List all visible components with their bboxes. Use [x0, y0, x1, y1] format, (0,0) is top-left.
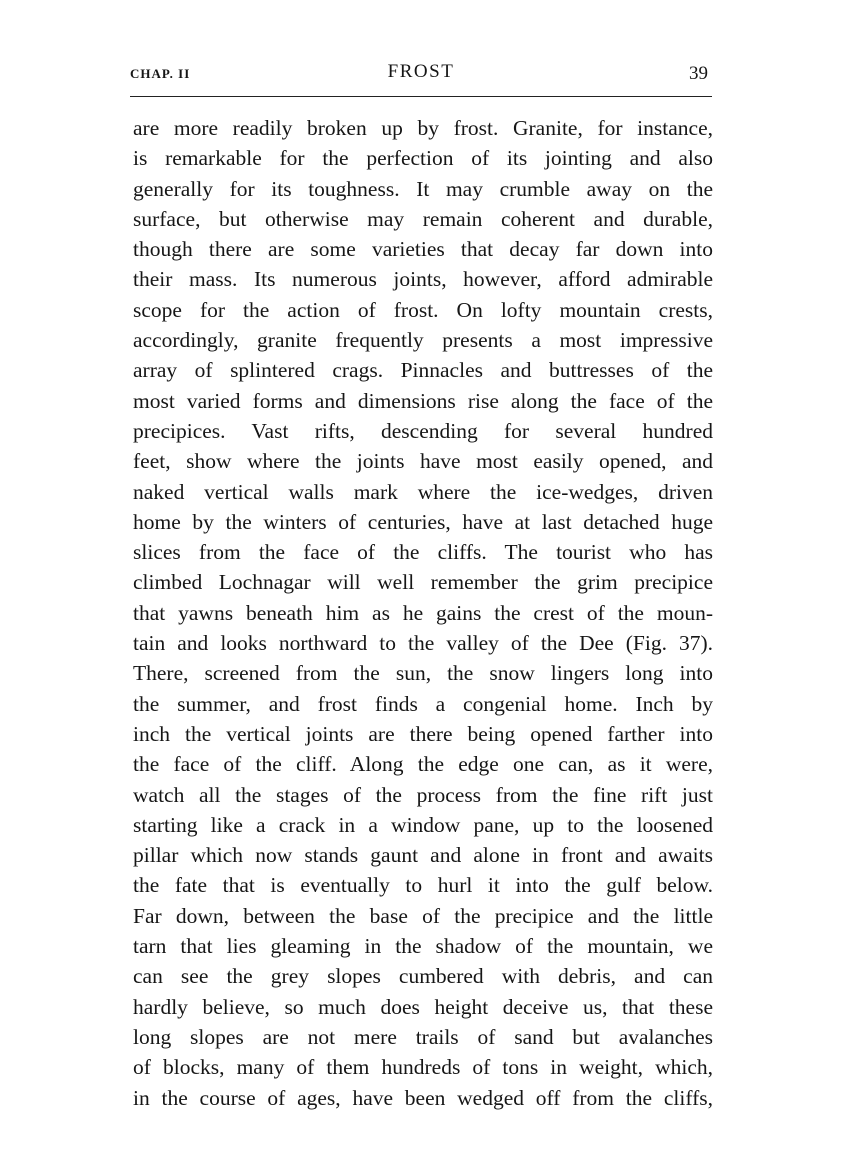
text-line: though there are some varieties that decay far down into [133, 237, 713, 262]
text-line: generally for its toughness. It may crumble away on the [133, 176, 713, 201]
text-line: climbed Lochnagar will well remember the grim precipice [133, 570, 713, 595]
body-text [133, 113, 713, 1113]
text-line: tarn that lies gleaming in the shadow of the mountain, we [133, 934, 713, 959]
running-head [130, 58, 712, 88]
text-line: are more readily broken up by frost. Granite, for instance, [133, 116, 713, 140]
page-number: 39 [689, 63, 708, 84]
text-line: most varied forms and dimensions rise along the face of the [133, 388, 713, 413]
text-line: hardly believe, so much does height deceive us, that these [133, 994, 713, 1019]
text-line: slices from the face of the cliffs. The tourist who has [133, 540, 713, 565]
text-line: the face of the cliff. Along the edge one can, as it were, [133, 752, 713, 777]
text-line: precipices. Vast rifts, descending for several hundred [133, 418, 713, 443]
text-line: pillar which now stands gaunt and alone in front and awaits [133, 843, 713, 868]
page-title: FROST [387, 61, 455, 82]
text-line: starting like a crack in a window pane, up to the loosened [133, 812, 713, 837]
text-line: naked vertical walls mark where the ice-wedges, driven [133, 479, 713, 504]
text-line: array of splintered crags. Pinnacles and buttresses of the [133, 358, 713, 383]
text-line: their mass. Its numerous joints, however, afford admirable [133, 267, 713, 292]
text-line: that yawns beneath him as he gains the crest of the moun- [133, 600, 713, 625]
text-line: can see the grey slopes cumbered with debris, and can [133, 964, 713, 989]
text-line: the summer, and frost finds a congenial home. Inch by [133, 691, 713, 716]
text-line: of blocks, many of them hundreds of tons in weight, which, [133, 1055, 713, 1080]
text-line: accordingly, granite frequently presents a most impressive [133, 328, 713, 353]
header-rule [130, 96, 712, 97]
text-line: watch all the stages of the process from the fine rift just [133, 782, 713, 807]
text-line: Far down, between the base of the precipice and the little [133, 903, 713, 928]
text-line: is remarkable for the perfection of its jointing and also [133, 146, 713, 171]
text-line: scope for the action of frost. On lofty mountain crests, [133, 297, 713, 322]
text-line: inch the vertical joints are there being opened farther into [133, 721, 713, 746]
text-line: in the course of ages, have been wedged off from the cliffs, [133, 1085, 713, 1110]
text-line: surface, but otherwise may remain coherent and durable, [133, 206, 713, 231]
text-line: feet, show where the joints have most easily opened, and [133, 449, 713, 474]
chapter-label: CHAP. II [130, 66, 191, 81]
text-line: home by the winters of centuries, have at last detached huge [133, 509, 713, 534]
text-line: tain and looks northward to the valley of the Dee (Fig. 37). [133, 631, 713, 656]
text-line: long slopes are not mere trails of sand but avalanches [133, 1024, 713, 1049]
text-line: the fate that is eventually to hurl it into the gulf below. [133, 873, 713, 898]
text-line: There, screened from the sun, the snow lingers long into [133, 661, 713, 686]
